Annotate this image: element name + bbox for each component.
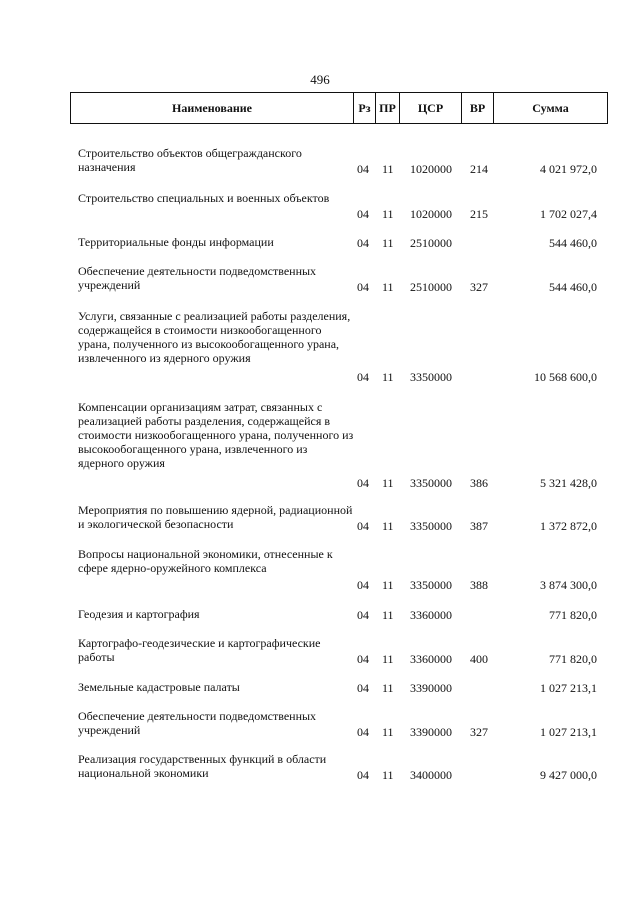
row-rz: 04 xyxy=(357,236,369,250)
row-name: Картографо-геодезические и картографические работы xyxy=(78,636,321,664)
row-rz: 04 xyxy=(357,162,369,176)
row-pr: 11 xyxy=(382,280,394,294)
row-rz: 04 xyxy=(357,519,369,533)
row-name: Реализация государственных функций в области национальной экономики xyxy=(78,752,327,780)
row-rz: 04 xyxy=(357,370,369,384)
row-sum: 4 021 972,0 xyxy=(540,162,597,176)
row-name: Мероприятия по повышению ядерной, радиационной и экологической безопасности xyxy=(78,503,353,531)
row-pr: 11 xyxy=(382,578,394,592)
page-number: 496 xyxy=(310,72,330,87)
row-csr: 1020000 xyxy=(410,162,452,176)
row-name: Строительство специальных и военных объектов xyxy=(78,191,330,205)
row-csr: 3400000 xyxy=(410,768,452,782)
row-rz: 04 xyxy=(357,280,369,294)
row-name: Обеспечение деятельности подведомственных учреждений xyxy=(78,709,317,737)
table-row xyxy=(0,264,640,294)
row-name: Геодезия и картография xyxy=(78,607,200,621)
row-csr: 3350000 xyxy=(410,519,452,533)
row-csr: 3390000 xyxy=(410,725,452,739)
row-sum: 10 568 600,0 xyxy=(534,370,597,384)
row-vr: 387 xyxy=(470,519,488,533)
row-pr: 11 xyxy=(382,162,394,176)
row-name: Строительство объектов общегражданского назначения xyxy=(78,146,302,174)
row-pr: 11 xyxy=(382,476,394,490)
row-sum: 5 321 428,0 xyxy=(540,476,597,490)
row-vr: 214 xyxy=(470,162,488,176)
row-sum: 771 820,0 xyxy=(549,652,597,666)
table-row xyxy=(0,400,640,490)
row-csr: 1020000 xyxy=(410,207,452,221)
row-vr: 400 xyxy=(470,652,488,666)
table-row xyxy=(0,235,640,250)
row-pr: 11 xyxy=(382,652,394,666)
row-pr: 11 xyxy=(382,725,394,739)
row-csr: 3350000 xyxy=(410,578,452,592)
row-rz: 04 xyxy=(357,578,369,592)
row-vr: 388 xyxy=(470,578,488,592)
row-vr: 215 xyxy=(470,207,488,221)
row-pr: 11 xyxy=(382,370,394,384)
row-sum: 771 820,0 xyxy=(549,608,597,622)
row-rz: 04 xyxy=(357,725,369,739)
table-row xyxy=(0,547,640,592)
row-vr: 327 xyxy=(470,725,488,739)
row-sum: 1 372 872,0 xyxy=(540,519,597,533)
row-csr: 2510000 xyxy=(410,236,452,250)
row-rz: 04 xyxy=(357,768,369,782)
row-name: Территориальные фонды информации xyxy=(78,235,274,249)
row-csr: 3390000 xyxy=(410,681,452,695)
row-vr: 386 xyxy=(470,476,488,490)
table-row xyxy=(0,680,640,695)
header-rz: Рз xyxy=(353,93,375,123)
row-csr: 2510000 xyxy=(410,280,452,294)
header-sum: Сумма xyxy=(493,93,607,123)
row-pr: 11 xyxy=(382,207,394,221)
row-name: Компенсации организациям затрат, связанных с реализацией работы разделения, содержащейся в стоимости низкообогащенного урана, полученного из высокообогащенного урана, извлеченного из ядерного оружия xyxy=(78,400,354,470)
table-row xyxy=(0,191,640,221)
row-sum: 1 027 213,1 xyxy=(540,725,597,739)
row-sum: 1 027 213,1 xyxy=(540,681,597,695)
row-pr: 11 xyxy=(382,768,394,782)
row-csr: 3350000 xyxy=(410,370,452,384)
row-pr: 11 xyxy=(382,681,394,695)
row-vr: 327 xyxy=(470,280,488,294)
row-sum: 3 874 300,0 xyxy=(540,578,597,592)
table-header xyxy=(70,92,608,124)
row-sum: 544 460,0 xyxy=(549,280,597,294)
table-row xyxy=(0,607,640,622)
row-csr: 3360000 xyxy=(410,652,452,666)
row-rz: 04 xyxy=(357,608,369,622)
row-rz: 04 xyxy=(357,207,369,221)
row-csr: 3360000 xyxy=(410,608,452,622)
row-rz: 04 xyxy=(357,476,369,490)
header-csr: ЦСР xyxy=(399,93,461,123)
row-csr: 3350000 xyxy=(410,476,452,490)
table-row xyxy=(0,309,640,384)
row-name: Вопросы национальной экономики, отнесенные к сфере ядерно-оружейного комплекса xyxy=(78,547,333,575)
row-name: Услуги, связанные с реализацией работы разделения, содержащейся в стоимости низкообогащенного урана, полученного из высокообогащенного урана, извлеченного из ядерного оружия xyxy=(78,309,351,365)
row-rz: 04 xyxy=(357,681,369,695)
table-row xyxy=(0,709,640,739)
table-row xyxy=(0,636,640,666)
table-row xyxy=(0,503,640,533)
row-pr: 11 xyxy=(382,519,394,533)
table-row xyxy=(0,752,640,782)
header-pr: ПР xyxy=(375,93,399,123)
header-name: Наименование xyxy=(172,101,252,115)
table-row xyxy=(0,146,640,176)
row-pr: 11 xyxy=(382,236,394,250)
row-rz: 04 xyxy=(357,652,369,666)
header-vr: ВР xyxy=(461,93,493,123)
row-pr: 11 xyxy=(382,608,394,622)
row-name: Обеспечение деятельности подведомственных учреждений xyxy=(78,264,317,292)
row-sum: 544 460,0 xyxy=(549,236,597,250)
row-sum: 1 702 027,4 xyxy=(540,207,597,221)
row-sum: 9 427 000,0 xyxy=(540,768,597,782)
row-name: Земельные кадастровые палаты xyxy=(78,680,240,694)
